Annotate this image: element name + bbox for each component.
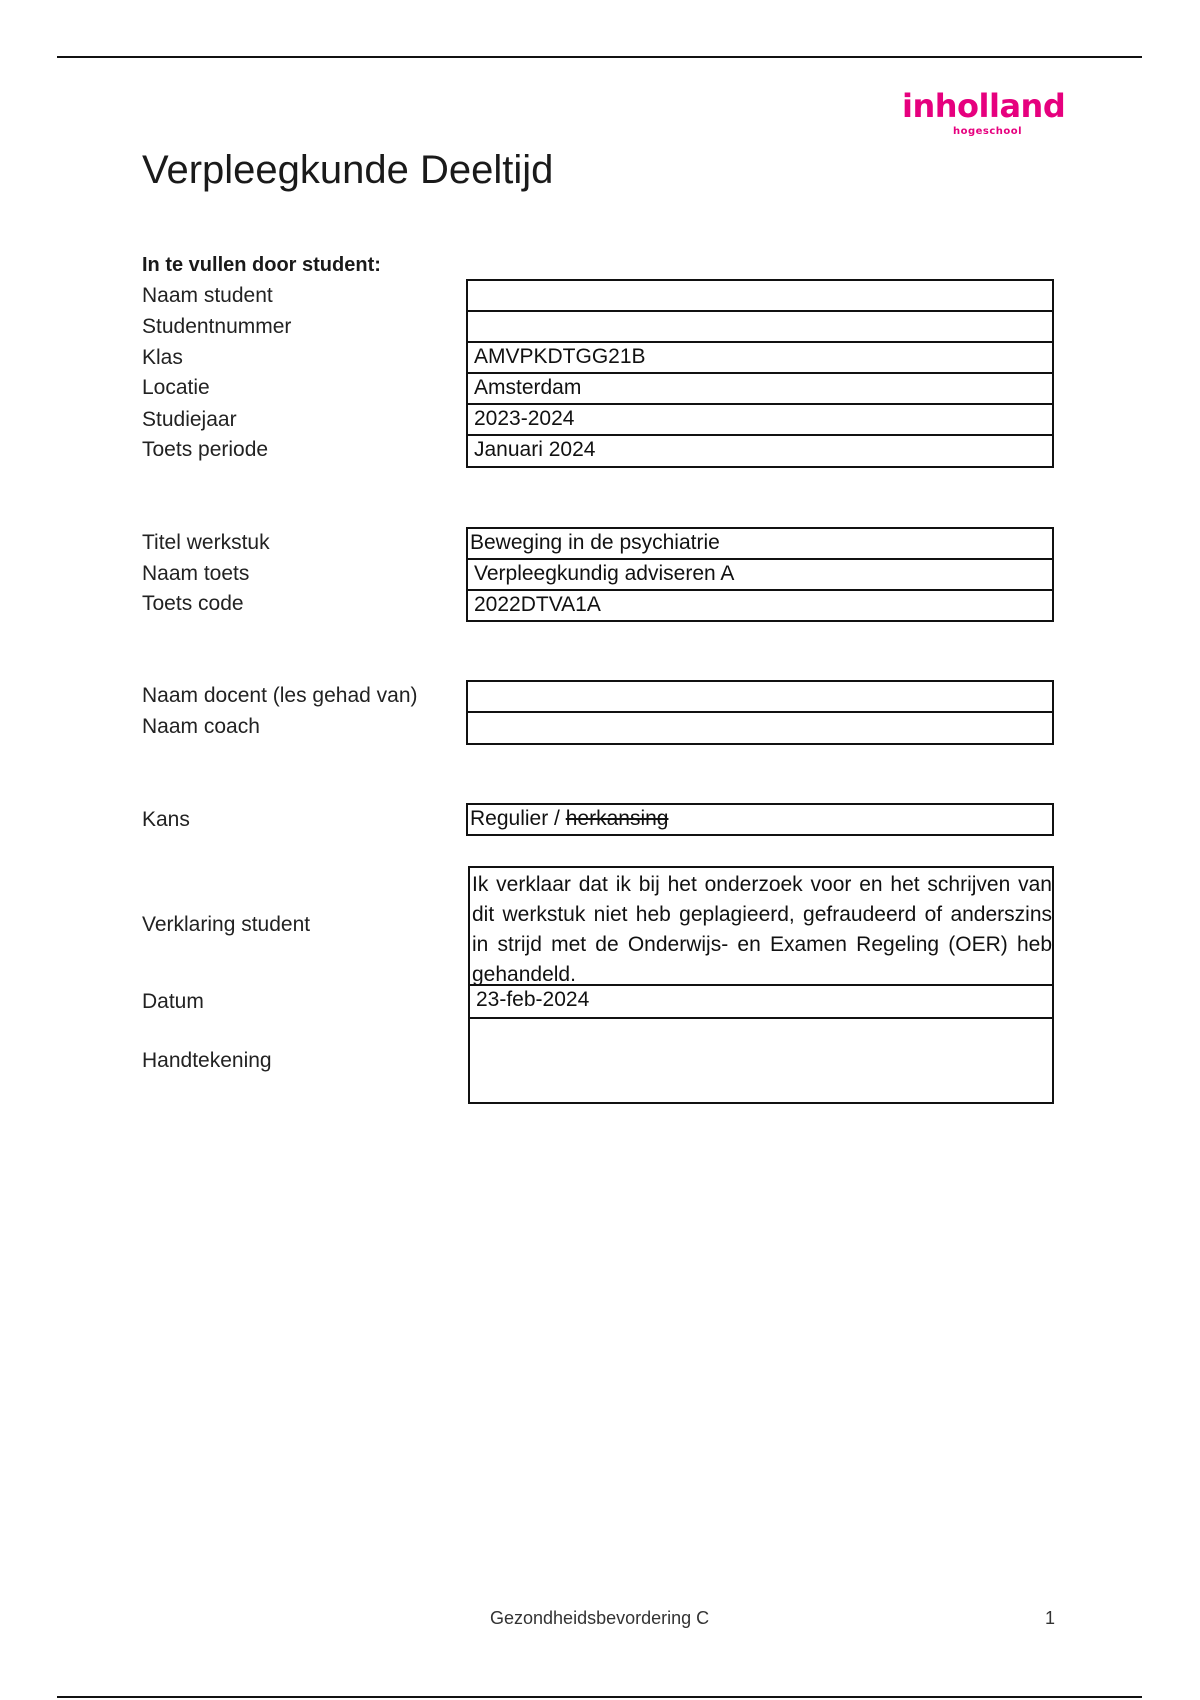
bottom-rule xyxy=(57,1696,1142,1698)
field-locatie[interactable]: Amsterdam xyxy=(466,374,1054,405)
label-naam-toets: Naam toets xyxy=(142,562,250,585)
label-naam-coach: Naam coach xyxy=(142,715,260,738)
label-handtekening: Handtekening xyxy=(142,1049,272,1072)
student-section-heading: In te vullen door student: xyxy=(142,254,381,276)
field-klas[interactable]: AMVPKDTGG21B xyxy=(466,343,1054,374)
label-toets-code: Toets code xyxy=(142,592,244,615)
label-toets-periode: Toets periode xyxy=(142,438,269,461)
field-naam-toets[interactable]: Verpleegkundig adviseren A xyxy=(466,560,1054,591)
page-number: 1 xyxy=(1045,1608,1056,1628)
label-verklaring-student: Verklaring student xyxy=(142,913,311,936)
footer-title: Gezondheidsbevordering C xyxy=(490,1608,710,1628)
field-naam-docent[interactable] xyxy=(466,680,1054,713)
label-klas: Klas xyxy=(142,346,183,369)
field-handtekening[interactable] xyxy=(468,1018,1054,1104)
label-naam-student: Naam student xyxy=(142,284,273,307)
field-titel-werkstuk[interactable]: Beweging in de psychiatrie xyxy=(466,527,1054,560)
field-naam-student[interactable] xyxy=(466,279,1054,312)
field-naam-coach[interactable] xyxy=(466,713,1054,745)
field-datum[interactable]: 23-feb-2024 xyxy=(468,986,1054,1019)
field-studiejaar[interactable]: 2023-2024 xyxy=(466,405,1054,436)
label-datum: Datum xyxy=(142,990,204,1013)
field-studentnummer[interactable] xyxy=(466,312,1054,343)
logo-brand: inholland xyxy=(902,87,1066,125)
label-titel-werkstuk: Titel werkstuk xyxy=(142,531,270,554)
inholland-logo xyxy=(900,87,1066,144)
top-rule xyxy=(57,56,1142,58)
label-naam-docent: Naam docent (les gehad van) xyxy=(142,684,418,707)
declaration-text: Ik verklaar dat ik bij het onderzoek voor en het schrijven van dit werkstuk niet heb geplagieerd, gefraudeerd of anderszins in strijd met de Onderwijs- en Examen Regeling (OER) heb gehandeld. xyxy=(468,866,1054,986)
page-title: Verpleegkunde Deeltijd xyxy=(142,148,554,192)
logo-subtitle: hogeschool xyxy=(953,126,1023,137)
kans-herkansing: herkansing xyxy=(565,807,669,830)
field-toets-periode[interactable]: Januari 2024 xyxy=(466,436,1054,468)
label-locatie: Locatie xyxy=(142,376,210,399)
label-studentnummer: Studentnummer xyxy=(142,315,292,338)
kans-regulier: Regulier / xyxy=(470,807,560,830)
label-studiejaar: Studiejaar xyxy=(142,408,237,431)
field-toets-code[interactable]: 2022DTVA1A xyxy=(466,591,1054,622)
field-kans[interactable] xyxy=(466,803,1054,836)
label-kans: Kans xyxy=(142,808,190,831)
